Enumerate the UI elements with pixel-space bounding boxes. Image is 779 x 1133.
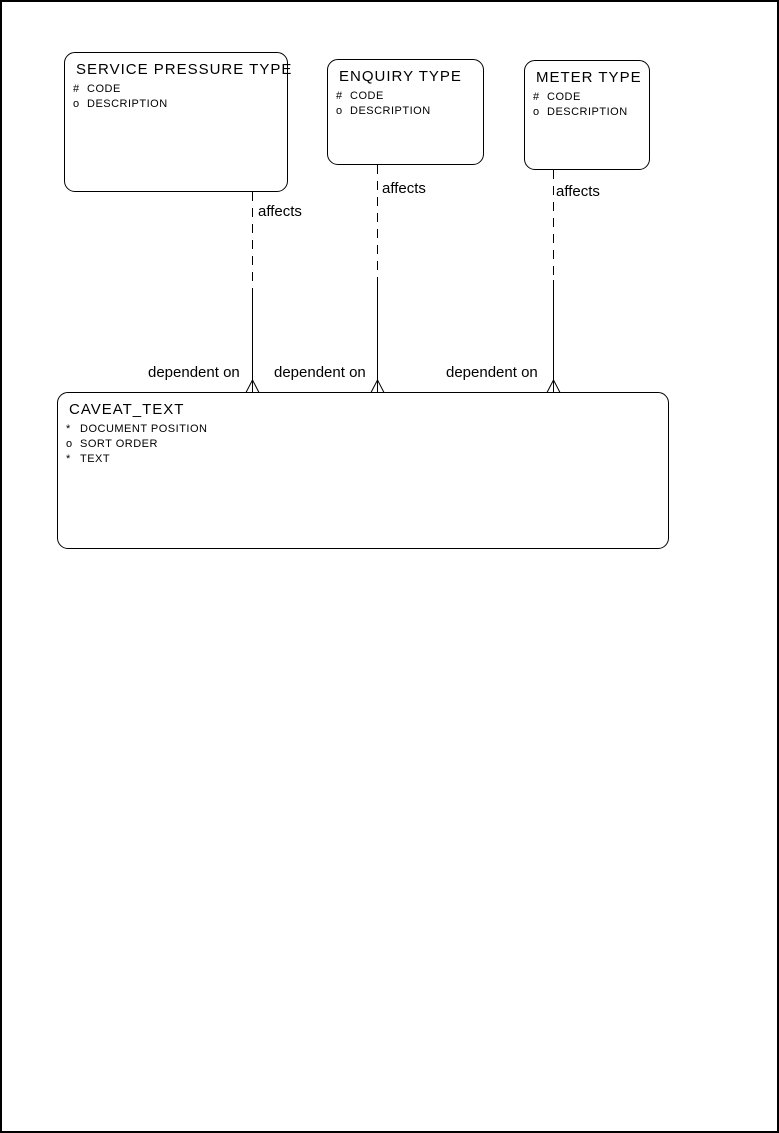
attribute-label: CODE — [87, 83, 121, 95]
entity-enquiry-type — [327, 59, 484, 165]
crow-foot-many-icon — [547, 380, 560, 393]
entity-title: ENQUIRY TYPE — [339, 68, 462, 85]
attribute-label: DESCRIPTION — [350, 105, 431, 117]
attribute-label: CODE — [547, 91, 581, 103]
relationship-label-dependent-on: dependent on — [446, 364, 538, 381]
attribute-label: CODE — [350, 90, 384, 102]
attribute-marker: o — [533, 106, 540, 118]
attribute-list — [65, 82, 287, 112]
attribute-marker: o — [73, 98, 80, 110]
attribute-marker: # — [73, 83, 80, 95]
relationship-line-service-pressure-type — [246, 192, 259, 393]
attribute-label: DESCRIPTION — [547, 106, 628, 118]
attribute-list — [525, 90, 649, 120]
crow-foot-many-icon — [246, 380, 259, 393]
attribute-label: DOCUMENT POSITION — [80, 423, 208, 435]
attribute-row — [65, 82, 287, 97]
attribute-row — [58, 422, 668, 437]
attribute-marker: # — [533, 91, 540, 103]
relationship-label-affects: affects — [258, 203, 302, 220]
attribute-label: DESCRIPTION — [87, 98, 168, 110]
attribute-marker: * — [66, 453, 71, 465]
attribute-marker: o — [336, 105, 343, 117]
attribute-label: TEXT — [80, 453, 111, 465]
crow-foot-many-icon — [371, 380, 384, 393]
attribute-row — [525, 90, 649, 105]
entity-meter-type — [524, 60, 650, 170]
attribute-row — [58, 452, 668, 467]
attribute-list — [328, 89, 483, 119]
attribute-row — [328, 104, 483, 119]
entity-caveat-text — [57, 392, 669, 549]
attribute-list — [58, 422, 668, 467]
attribute-marker: o — [66, 438, 73, 450]
attribute-marker: * — [66, 423, 71, 435]
attribute-row — [525, 105, 649, 120]
attribute-row — [65, 97, 287, 112]
entity-title: METER TYPE — [536, 69, 642, 86]
relationship-label-affects: affects — [556, 183, 600, 200]
entity-title: CAVEAT_TEXT — [69, 401, 185, 418]
relationship-line-meter-type — [547, 170, 560, 393]
attribute-label: SORT ORDER — [80, 438, 158, 450]
entity-service-pressure-type — [64, 52, 293, 192]
relationship-label-affects: affects — [382, 180, 426, 197]
relationship-label-dependent-on: dependent on — [274, 364, 366, 381]
relationship-label-dependent-on: dependent on — [148, 364, 240, 381]
attribute-marker: # — [336, 90, 343, 102]
attribute-row — [328, 89, 483, 104]
attribute-row — [58, 437, 668, 452]
entity-title: SERVICE PRESSURE TYPE — [76, 61, 293, 78]
relationship-line-enquiry-type — [371, 165, 384, 393]
